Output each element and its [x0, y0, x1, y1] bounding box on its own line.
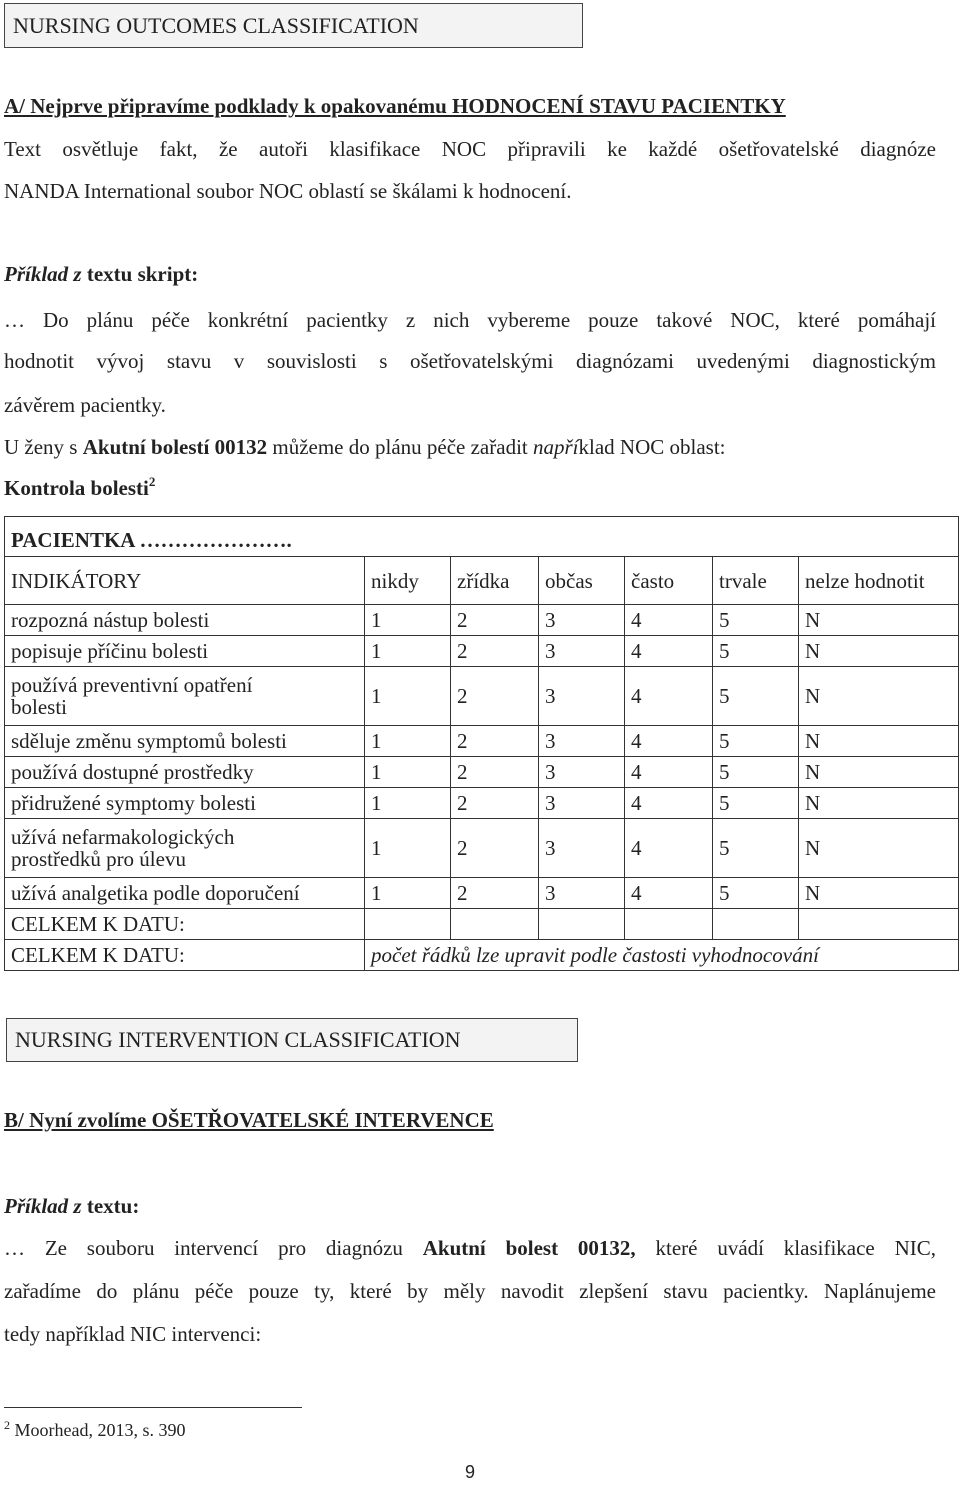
scale-cell: 4: [625, 605, 713, 636]
scale-cell: 1: [365, 788, 451, 819]
table-note: počet řádků lze upravit podle častosti vyhodnocování: [371, 943, 819, 967]
scale-cell: 1: [365, 878, 451, 909]
scale-cell: 1: [365, 757, 451, 788]
scale-cell: 3: [539, 667, 625, 726]
scale-cell: N: [799, 667, 959, 726]
indicator-cell: užívá analgetika podle doporučení: [5, 878, 365, 909]
table-row: [5, 667, 959, 726]
scale-cell: N: [799, 819, 959, 878]
table-row: [5, 878, 959, 909]
scale-cell: 3: [539, 819, 625, 878]
scale-cell: 2: [451, 788, 539, 819]
empty-cell: [625, 909, 713, 940]
footnote-number: 2: [4, 1418, 10, 1432]
section-b-line2: zařadíme do plánu péče pouze ty, které by měly navodit zlepšení stavu pacientky. Naplánujeme: [4, 1279, 936, 1303]
kontrola-bolesti: Kontrola bolesti$^2$: [4, 474, 156, 500]
header-rarely: zřídka: [451, 557, 539, 605]
header-sometimes: občas: [539, 557, 625, 605]
scale-cell: 3: [539, 636, 625, 667]
quote-line2: hodnotit vývoj stavu v souvislosti s ošetřovatelskými diagnózami uvedenými diagnostickým: [4, 349, 936, 373]
scale-cell: 1: [365, 636, 451, 667]
scale-cell: 2: [451, 605, 539, 636]
table-row: [5, 605, 959, 636]
empty-cell: [365, 909, 451, 940]
header-indicators: INDIKÁTORY: [5, 557, 365, 605]
scale-cell: 4: [625, 878, 713, 909]
scale-cell: 4: [625, 636, 713, 667]
section-a-para-line2: NANDA International soubor NOC oblastí se škálami k hodnocení.: [4, 179, 572, 203]
page-number: 9: [464, 1462, 475, 1482]
table-row: [5, 788, 959, 819]
total-label: CELKEM K DATU:: [5, 940, 365, 971]
indicator-cell: používá preventivní opatření bolesti: [5, 667, 365, 726]
scale-cell: 2: [451, 667, 539, 726]
total-row: [5, 940, 959, 971]
scale-cell: 3: [539, 757, 625, 788]
scale-cell: 2: [451, 819, 539, 878]
section-a-para-line1: Text osvětluje fakt, že autoři klasifikace NOC připravili ke každé ošetřovatelské diagnóze: [4, 137, 936, 161]
scale-cell: 2: [451, 726, 539, 757]
scale-cell: 5: [713, 788, 799, 819]
scale-cell: 2: [451, 636, 539, 667]
scale-cell: 2: [451, 757, 539, 788]
empty-cell: [713, 909, 799, 940]
scale-cell: 4: [625, 667, 713, 726]
patient-label-cell: [5, 517, 959, 557]
scale-cell: 3: [539, 788, 625, 819]
header-always: trvale: [713, 557, 799, 605]
indicator-cell: používá dostupné prostředky: [5, 757, 365, 788]
total-row: [5, 909, 959, 940]
scale-cell: 1: [365, 605, 451, 636]
heading-noc-text: NURSING OUTCOMES CLASSIFICATION: [13, 13, 419, 38]
section-b-line1: … Ze souboru intervencí pro diagnózu Akutní bolest 00132, které uvádí klasifikace NIC,: [4, 1236, 937, 1260]
scale-cell: 5: [713, 757, 799, 788]
heading-nic: [6, 1018, 578, 1062]
scale-cell: 5: [713, 878, 799, 909]
table-header-row: [5, 557, 959, 605]
footnote-divider: [4, 1407, 302, 1408]
scale-cell: 4: [625, 788, 713, 819]
women-line: U ženy s Akutní bolestí 00132 můžeme do plánu péče zařadit například NOC oblast:: [4, 435, 726, 459]
quote-line3: závěrem pacientky.: [4, 393, 166, 417]
section-a-title: A/ Nejprve připravíme podklady k opakovanému HODNOCENÍ STAVU PACIENTKY: [4, 94, 786, 118]
header-cannot-assess: nelze hodnotit: [799, 557, 959, 605]
patient-label: PACIENTKA ………………….: [11, 527, 292, 552]
table-row: [5, 819, 959, 878]
scale-cell: 3: [539, 726, 625, 757]
footnote: [4, 1420, 185, 1441]
noc-indicator-table: [4, 516, 959, 971]
heading-nic-text: NURSING INTERVENTION CLASSIFICATION: [15, 1027, 461, 1052]
table-row: [5, 726, 959, 757]
scale-cell: 4: [625, 757, 713, 788]
scale-cell: N: [799, 726, 959, 757]
scale-cell: 5: [713, 667, 799, 726]
example-label-b: Příklad z textu:: [4, 1194, 140, 1218]
scale-cell: 5: [713, 605, 799, 636]
scale-cell: 1: [365, 726, 451, 757]
indicator-cell: sděluje změnu symptomů bolesti: [5, 726, 365, 757]
empty-cell: [799, 909, 959, 940]
empty-cell: [539, 909, 625, 940]
scale-cell: 3: [539, 605, 625, 636]
scale-cell: 5: [713, 726, 799, 757]
quote-line1: … Do plánu péče konkrétní pacientky z nich vybereme pouze takové NOC, které pomáhají: [4, 308, 936, 332]
scale-cell: 4: [625, 726, 713, 757]
heading-noc: [4, 3, 583, 48]
scale-cell: 5: [713, 636, 799, 667]
indicator-cell: přidružené symptomy bolesti: [5, 788, 365, 819]
note-cell: [365, 940, 959, 971]
total-label: CELKEM K DATU:: [5, 909, 365, 940]
section-b-line3: tedy například NIC intervenci:: [4, 1322, 262, 1346]
scale-cell: N: [799, 878, 959, 909]
scale-cell: 5: [713, 819, 799, 878]
indicator-cell: rozpozná nástup bolesti: [5, 605, 365, 636]
indicator-cell: užívá nefarmakologických prostředků pro úlevu: [5, 819, 365, 878]
table-row: [5, 636, 959, 667]
example-label-a: Příklad z textu skript:: [4, 262, 199, 286]
scale-cell: N: [799, 757, 959, 788]
scale-cell: 3: [539, 878, 625, 909]
empty-cell: [451, 909, 539, 940]
scale-cell: 2: [451, 878, 539, 909]
header-never: nikdy: [365, 557, 451, 605]
scale-cell: N: [799, 636, 959, 667]
footnote-ref: 2: [148, 474, 156, 489]
scale-cell: 4: [625, 819, 713, 878]
footnote-text: Moorhead, 2013, s. 390: [10, 1420, 186, 1440]
indicator-cell: popisuje příčinu bolesti: [5, 636, 365, 667]
table-row: [5, 757, 959, 788]
scale-cell: N: [799, 788, 959, 819]
scale-cell: 1: [365, 667, 451, 726]
section-b-title: B/ Nyní zvolíme OŠETŘOVATELSKÉ INTERVENCE: [4, 1108, 494, 1132]
header-often: často: [625, 557, 713, 605]
scale-cell: N: [799, 605, 959, 636]
scale-cell: 1: [365, 819, 451, 878]
